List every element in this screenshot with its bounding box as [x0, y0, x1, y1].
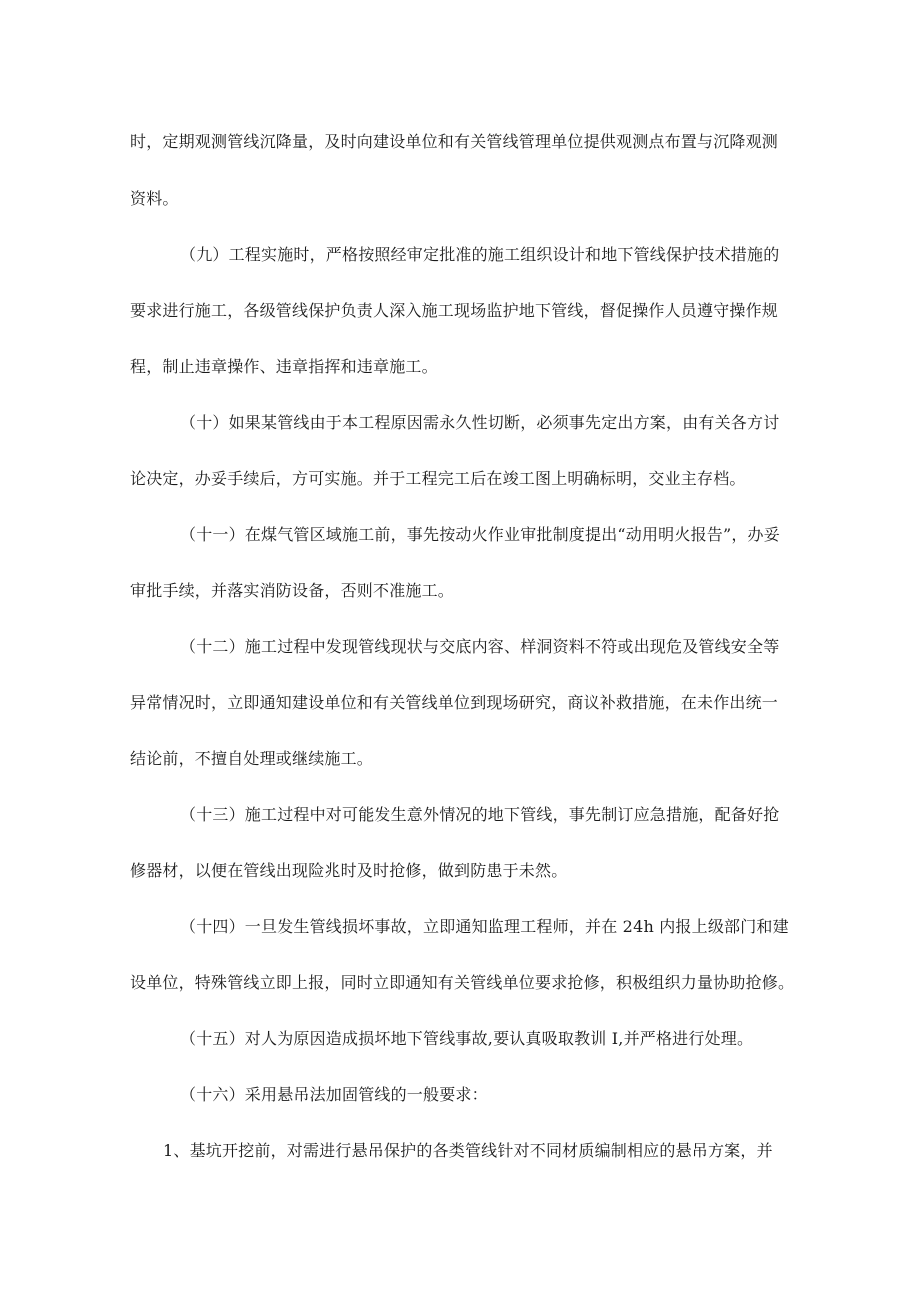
text-line: 时，定期观测管线沉降量，及时向建设单位和有关管线管理单位提供观测点布置与沉降观测: [130, 132, 779, 151]
paragraph-13-start: （十三）施工过程中对可能发生意外情况的地下管线，事先制订应急措施，配备好抢: [180, 805, 780, 824]
paragraph-9-start: （九）工程实施时，严格按照经审定批准的施工组织设计和地下管线保护技术措施的: [180, 245, 780, 264]
text-line: 异常情况时，立即通知建设单位和有关管线单位到现场研究，商议补救措施，在未作出统一: [130, 693, 779, 712]
text-line: 结论前，不擅自处理或继续施工。: [130, 749, 374, 768]
paragraph-11-start: （十一）在煤气管区域施工前，事先按动火作业审批制度提出“动用明火报告”，办妥: [180, 525, 780, 544]
paragraph-12-start: （十二）施工过程中发现管线现状与交底内容、样洞资料不符或出现危及管线安全等: [180, 637, 780, 656]
text-line: 审批手续，并落实消防设备，否则不准施工。: [130, 581, 455, 600]
list-item-1: 1、基坑开挖前，对需进行悬吊保护的各类管线针对不同材质编制相应的悬吊方案，并: [163, 1141, 773, 1160]
paragraph-14-start: （十四）一旦发生管线损坏事故，立即通知监理工程师，并在 24h 内报上级部门和建: [180, 917, 789, 936]
text-line: 要求进行施工，各级管线保护负责人深入施工现场监护地下管线，督促操作人员遵守操作规: [130, 301, 779, 320]
text-line: 程，制止违章操作、违章指挥和违章施工。: [130, 357, 438, 376]
paragraph-16-heading: （十六）采用悬吊法加固管线的一般要求：: [180, 1085, 488, 1104]
text-line: 设单位，特殊管线立即上报，同时立即通知有关管线单位要求抢修，积极组织力量协助抢修。: [130, 973, 795, 992]
text-line: 论决定，办妥手续后，方可实施。并于工程完工后在竣工图上明确标明，交业主存档。: [130, 469, 746, 488]
text-line: 资料。: [130, 189, 179, 208]
paragraph-15: （十五）对人为原因造成损坏地下管线事故,要认真吸取教训 I,并严格进行处理。: [180, 1029, 754, 1048]
paragraph-10-start: （十）如果某管线由于本工程原因需永久性切断，必须事先定出方案，由有关各方讨: [180, 413, 780, 432]
text-line: 修器材，以便在管线出现险兆时及时抢修，做到防患于未然。: [130, 861, 568, 880]
